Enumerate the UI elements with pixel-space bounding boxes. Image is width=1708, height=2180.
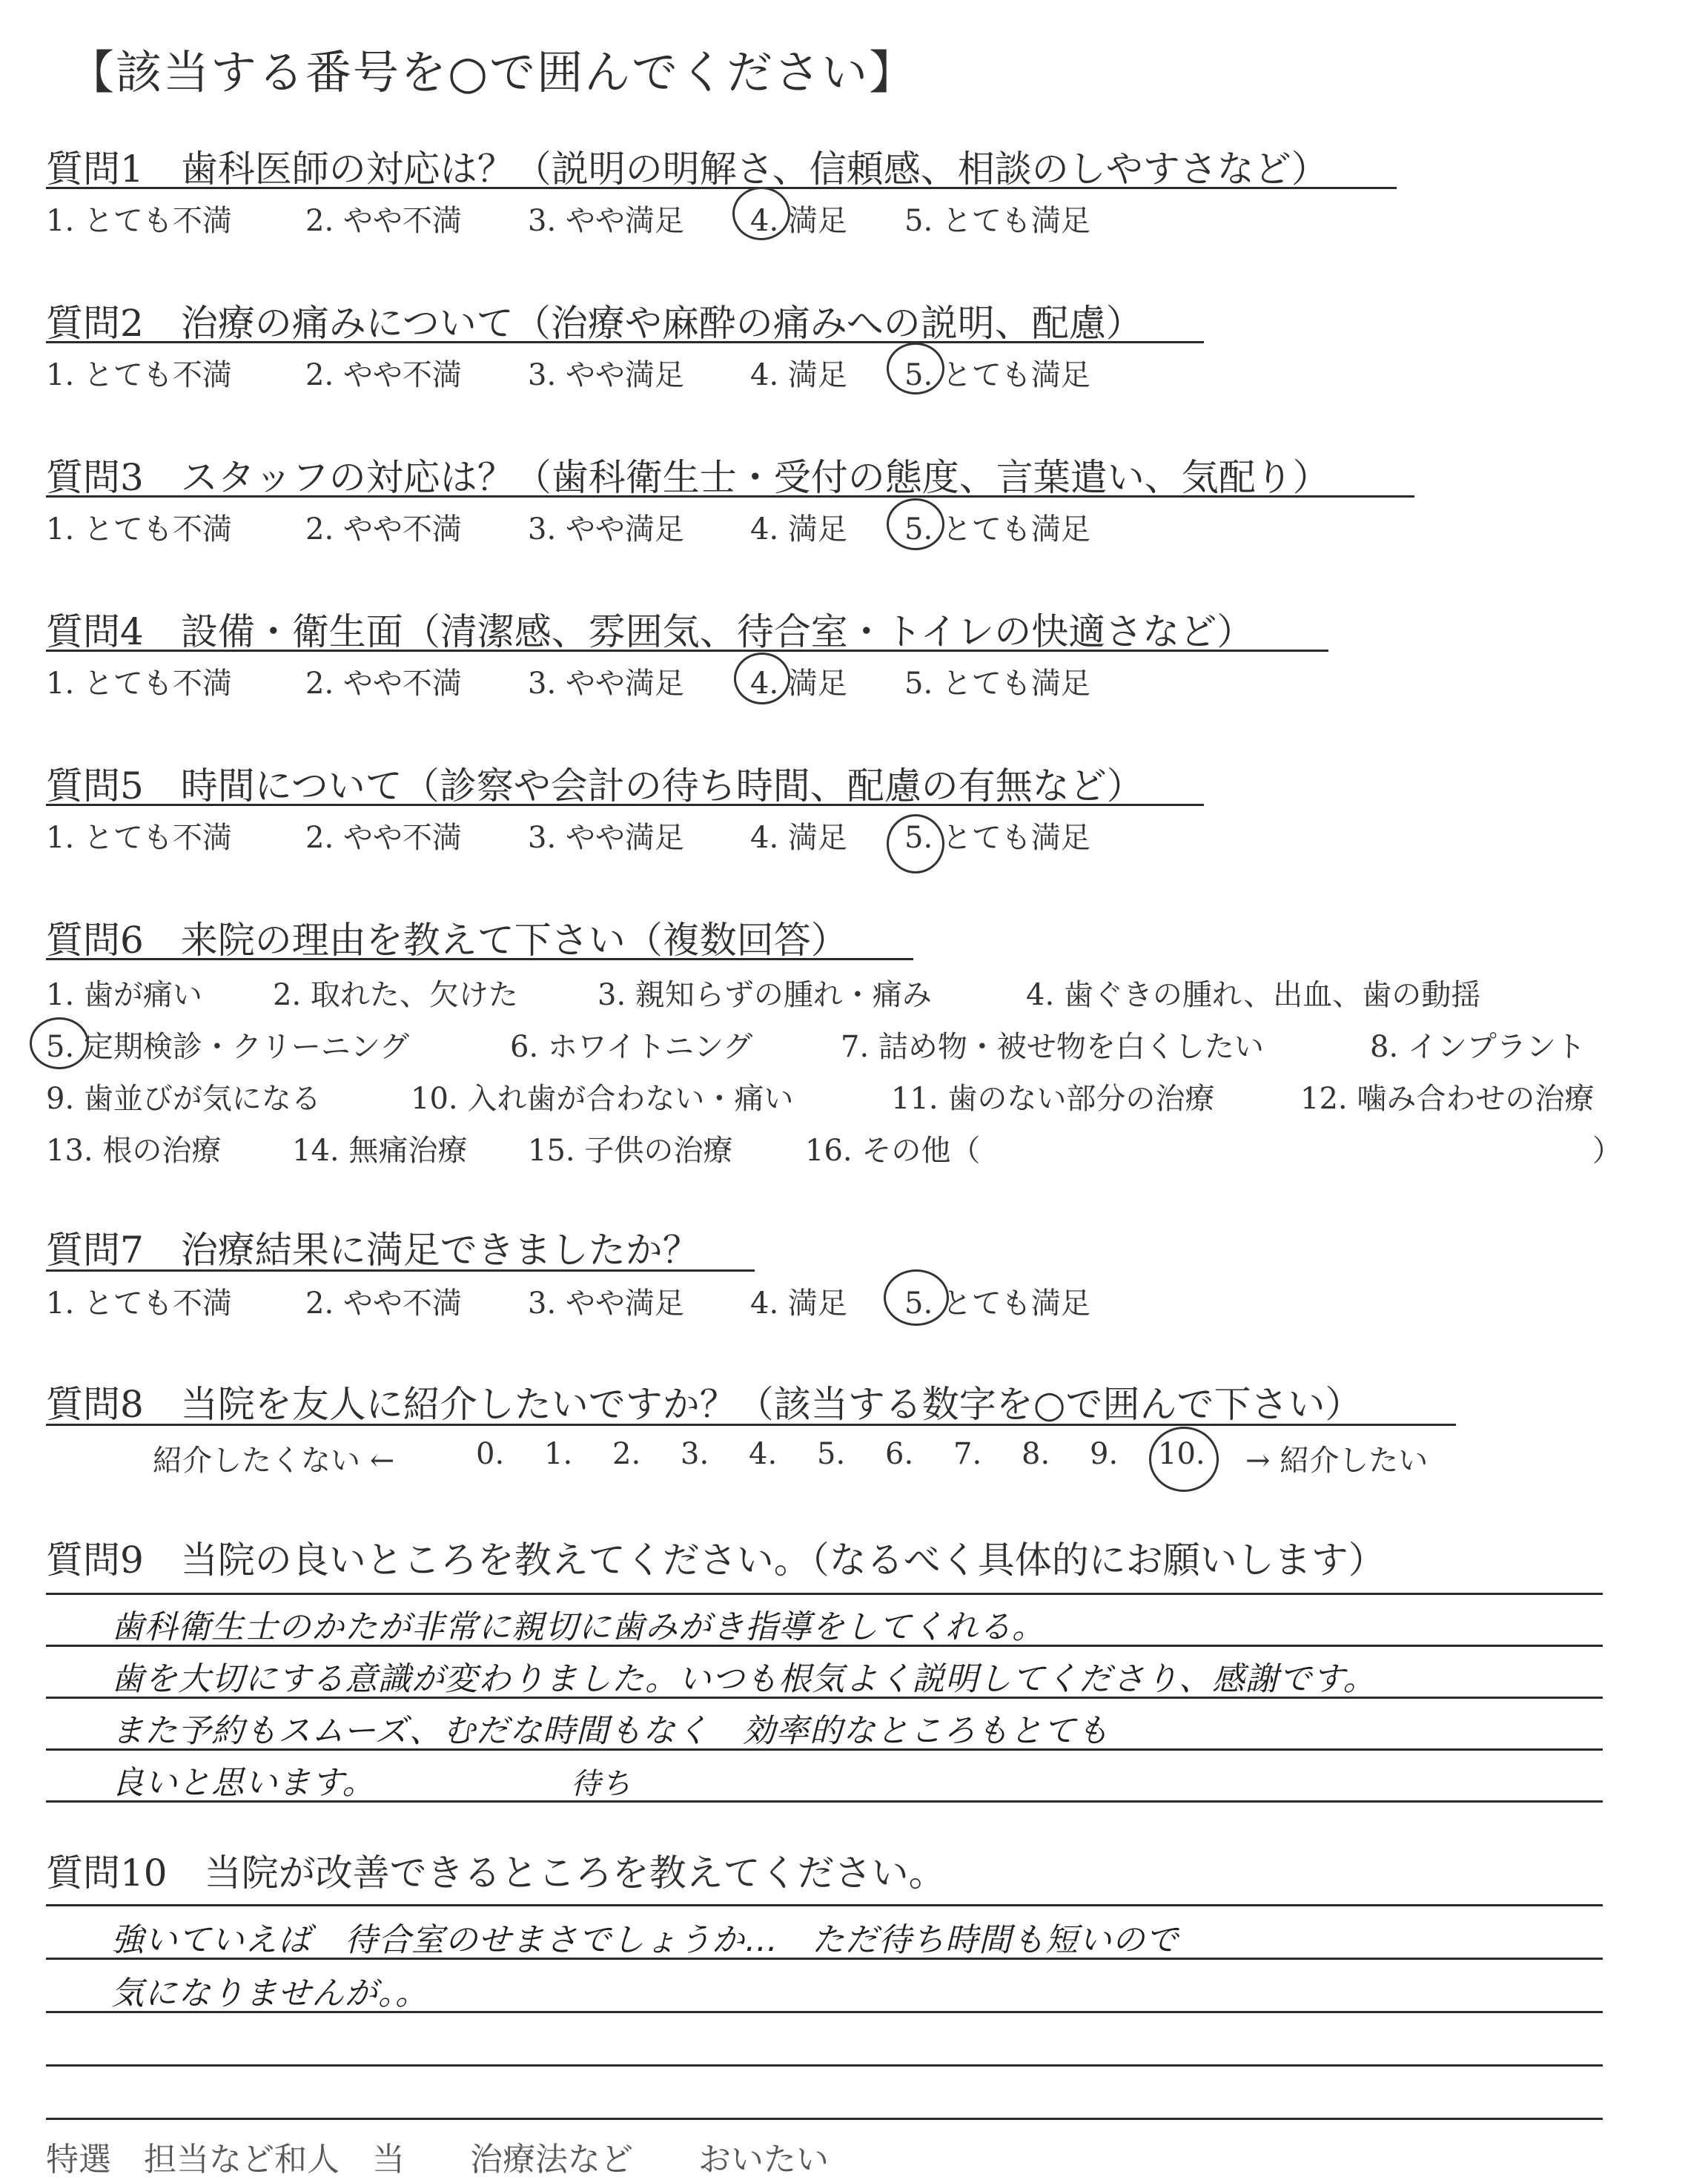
q1-option-4[interactable]: 4. 満足 [750,204,847,238]
q9-answer-line-1 [46,1593,1603,1595]
q2-option-2[interactable]: 2. やや不満 [305,358,462,392]
footer-question-cutoff: 特選 担当など和人 当 治療法など おいたい [46,2141,829,2179]
q8-number-4[interactable]: 4. [749,1437,778,1471]
q2-option-4[interactable]: 4. 満足 [750,358,847,392]
q1-option-5[interactable]: 5. とても満足 [904,204,1090,238]
q1-option-3[interactable]: 3. やや満足 [528,204,684,238]
q6-other-close-paren: ） [1592,1134,1622,1168]
question-2-underline [46,341,1204,343]
q6-option-1[interactable]: 1. 歯が痛い [46,978,202,1012]
q6-option-16[interactable]: 16. その他（ [805,1134,981,1168]
q7-option-3[interactable]: 3. やや満足 [528,1286,684,1321]
q10-answer-line-1 [46,1904,1603,1906]
question-6-underline [46,958,913,960]
q6-option-4[interactable]: 4. 歯ぐきの腫れ、出血、歯の動揺 [1026,978,1481,1012]
question-9-title: 質問9 当院の良いところを教えてください。（なるべく具体的にお願いします） [46,1539,1386,1582]
q10-handwritten-line-2: 気になりませんが。。 [111,1975,428,2012]
q6-option-14[interactable]: 14. 無痛治療 [292,1134,468,1168]
question-3-underline [46,495,1414,498]
q2-option-5[interactable]: 5. とても満足 [904,358,1090,392]
q3-option-3[interactable]: 3. やや満足 [528,512,684,546]
q2-option-1[interactable]: 1. とても不満 [46,358,232,392]
q6-option-12[interactable]: 12. 噛み合わせの治療 [1300,1082,1595,1116]
q1-option-2[interactable]: 2. やや不満 [305,204,462,238]
q4-option-2[interactable]: 2. やや不満 [305,667,462,701]
question-8-underline [46,1424,1456,1426]
q8-left-label: 紹介したくない ← [153,1444,395,1478]
q6-option-2[interactable]: 2. 取れた、欠けた [273,978,518,1012]
q8-number-9[interactable]: 9. [1090,1437,1119,1471]
q9-handwritten-line-4: 良いと思います。 [111,1764,376,1802]
question-3-title: 質問3 スタッフの対応は？（歯科衛生士・受付の態度、言葉遣い、気配り） [46,456,1330,499]
q6-option-9[interactable]: 9. 歯並びが気になる [46,1082,321,1116]
q8-number-6[interactable]: 6. [885,1437,914,1471]
q9-insert-note: 待ち [571,1767,632,1801]
question-4-underline [46,650,1328,652]
q8-number-5[interactable]: 5. [817,1437,846,1471]
q9-handwritten-line-3: また予約もスムーズ、むだな時間もなく 効率的なところもとても [111,1712,1110,1750]
q4-option-4[interactable]: 4. 満足 [750,667,847,701]
q1-option-1[interactable]: 1. とても不満 [46,204,232,238]
q7-option-4[interactable]: 4. 満足 [750,1286,847,1321]
question-2-title: 質問2 治療の痛みについて（治療や麻酔の痛みへの説明、配慮） [46,302,1143,345]
question-5-title: 質問5 時間について（診察や会計の待ち時間、配慮の有無など） [46,764,1144,807]
q6-option-5[interactable]: 5. 定期検診・クリーニング [46,1030,410,1064]
q5-option-1[interactable]: 1. とても不満 [46,821,232,855]
q6-option-15[interactable]: 15. 子供の治療 [528,1134,733,1168]
question-7-title: 質問7 治療結果に満足できましたか？ [46,1229,700,1272]
q6-option-7[interactable]: 7. 詰め物・被せ物を白くしたい [841,1030,1264,1064]
q6-option-13[interactable]: 13. 根の治療 [46,1134,222,1168]
q3-option-4[interactable]: 4. 満足 [750,512,847,546]
q3-option-2[interactable]: 2. やや不満 [305,512,462,546]
q4-option-1[interactable]: 1. とても不満 [46,667,232,701]
q10-answer-line-5 [46,2118,1603,2120]
q9-handwritten-line-1: 歯科衛生士のかたが非常に親切に歯みがき指導をしてくれる。 [111,1608,1045,1646]
question-4-title: 質問4 設備・衛生面（清潔感、雰囲気、待合室・トイレの快適さなど） [46,610,1254,653]
q6-option-3[interactable]: 3. 親知らずの腫れ・痛み [598,978,932,1012]
question-1-title: 質問1 歯科医師の対応は？（説明の明解さ、信頼感、相談のしやすさなど） [46,148,1328,191]
page-heading: 【該当する番号を○で囲んでください】 [68,45,917,99]
q3-option-5[interactable]: 5. とても満足 [904,512,1090,546]
q6-option-8[interactable]: 8. インプラント [1370,1030,1586,1064]
q4-option-3[interactable]: 3. やや満足 [528,667,684,701]
q4-option-5[interactable]: 5. とても満足 [904,667,1090,701]
q8-number-7[interactable]: 7. [953,1437,982,1471]
q5-option-5[interactable]: 5. とても満足 [904,821,1090,855]
q5-option-4[interactable]: 4. 満足 [750,821,847,855]
q7-option-5[interactable]: 5. とても満足 [904,1286,1090,1321]
q3-option-1[interactable]: 1. とても不満 [46,512,232,546]
q6-option-10[interactable]: 10. 入れ歯が合わない・痛い [411,1082,794,1116]
q8-number-2[interactable]: 2. [612,1437,641,1471]
q8-number-10[interactable]: 10. [1158,1437,1205,1471]
q5-option-2[interactable]: 2. やや不満 [305,821,462,855]
q7-option-2[interactable]: 2. やや不満 [305,1286,462,1321]
q5-option-3[interactable]: 3. やや満足 [528,821,684,855]
q10-handwritten-line-1: 強いていえば 待合室のせまさでしょうか… ただ待ち時間も短いので [111,1921,1179,1959]
question-6-title: 質問6 来院の理由を教えて下さい（複数回答） [46,919,848,962]
q6-option-11[interactable]: 11. 歯のない部分の治療 [891,1082,1215,1116]
q6-option-6[interactable]: 6. ホワイトニング [510,1030,753,1064]
q8-number-8[interactable]: 8. [1022,1437,1050,1471]
question-5-underline [46,804,1204,806]
q8-number-3[interactable]: 3. [681,1437,709,1471]
q10-answer-line-4 [46,2064,1603,2067]
q7-option-1[interactable]: 1. とても不満 [46,1286,232,1321]
q8-right-label: → 紹介したい [1245,1444,1429,1478]
question-1-underline [46,187,1397,189]
q8-number-1[interactable]: 1. [544,1437,573,1471]
q2-option-3[interactable]: 3. やや満足 [528,358,684,392]
q9-handwritten-line-2: 歯を大切にする意識が変わりました。いつも根気よく説明してくださり、感謝です。 [111,1660,1377,1698]
question-10-title: 質問10 当院が改善できるところを教えてください。 [46,1852,946,1895]
question-7-underline [46,1269,755,1272]
question-8-title: 質問8 当院を友人に紹介したいですか？（該当する数字を○で囲んで下さい） [46,1383,1363,1426]
q8-number-0[interactable]: 0. [476,1437,505,1471]
